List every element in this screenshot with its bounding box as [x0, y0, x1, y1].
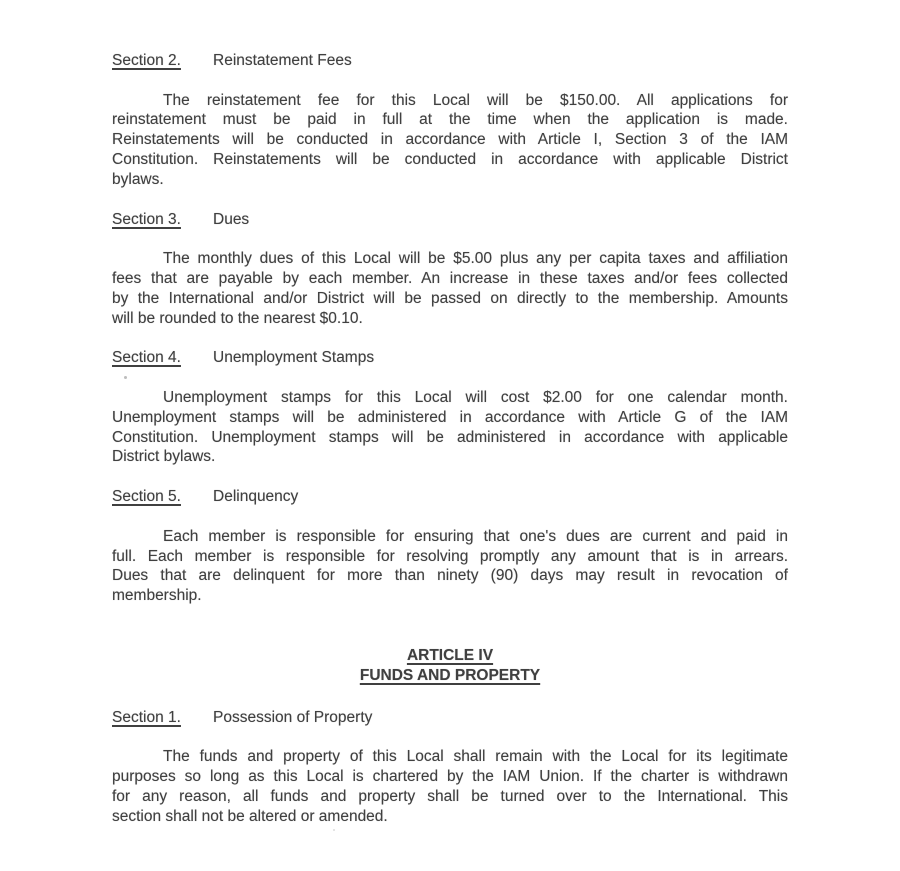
- section-5-title: Delinquency: [213, 488, 299, 506]
- section-number-cell: [112, 708, 213, 728]
- section-1-title: Possession of Property: [213, 708, 373, 726]
- section-1-paragraph: [112, 747, 788, 826]
- section-3-title: Dues: [213, 210, 250, 228]
- article-number-text: ARTICLE IV: [406, 646, 494, 664]
- paragraph-line: by the International and/or District will be passed on directly to the membership. Amounts: [112, 289, 788, 307]
- section-4-title: Unemployment Stamps: [213, 349, 375, 367]
- paragraph-line: will be rounded to the nearest $0.10.: [112, 309, 363, 327]
- paragraph-line: purposes so long as this Local is chartered by the IAM Union. If the charter is withdrawn: [112, 767, 788, 785]
- paragraph-line: for any reason, all funds and property shall be turned over to the International. This: [112, 787, 788, 805]
- paragraph-line: Reinstatements will be conducted in accordance with Article I, Section 3 of the IAM: [112, 131, 788, 149]
- paragraph-line: reinstatement must be paid in full at the time when the application is made.: [112, 111, 788, 129]
- paragraph-line: Constitution. Reinstatements will be conducted in accordance with applicable District: [112, 150, 788, 168]
- section-number-cell: [112, 51, 213, 71]
- paragraph-line: District bylaws.: [112, 448, 216, 466]
- section-5-heading: [112, 487, 788, 507]
- paragraph-line: The funds and property of this Local shall remain with the Local for its legitimate: [163, 748, 788, 766]
- paragraph-line: membership.: [112, 587, 202, 605]
- section-4-heading: [112, 348, 788, 368]
- section-3-heading: [112, 210, 788, 230]
- section-2-title: Reinstatement Fees: [213, 52, 352, 69]
- paragraph-line: fees that are payable by each member. An increase in these taxes and/or fees collected: [112, 269, 788, 287]
- section-5-number: Section 5.: [112, 488, 181, 506]
- section-2-number: Section 2.: [112, 52, 181, 69]
- paragraph-line: The monthly dues of this Local will be $5.00 plus any per capita taxes and affiliation: [163, 250, 788, 268]
- paragraph-line: Constitution. Unemployment stamps will be administered in accordance with applicable: [112, 428, 788, 446]
- section-2-heading: [112, 51, 788, 71]
- section-4-number: Section 4.: [112, 349, 181, 367]
- paragraph-line: Each member is responsible for ensuring that one's dues are current and paid in: [163, 527, 788, 545]
- paragraph-line: Dues that are delinquent for more than ninety (90) days may result in revocation of: [112, 567, 788, 585]
- paragraph-line: Unemployment stamps will be administered in accordance with Article G of the IAM: [112, 408, 788, 426]
- paragraph-line: full. Each member is responsible for resolving promptly any amount that is in arrears.: [112, 547, 788, 565]
- paragraph-line: bylaws.: [112, 170, 164, 188]
- section-2-paragraph: [112, 91, 788, 190]
- article-heading-line1: [112, 646, 788, 666]
- section-1-heading: [112, 708, 788, 728]
- article-heading-line2: [112, 666, 788, 686]
- scan-speck: [124, 376, 127, 379]
- article-title-text: FUNDS AND PROPERTY: [359, 666, 541, 684]
- paragraph-line: The reinstatement fee for this Local will be $150.00. All applications for: [163, 91, 788, 109]
- section-3-paragraph: [112, 249, 788, 328]
- article-heading: [112, 646, 788, 686]
- section-5-paragraph: [112, 527, 788, 606]
- paragraph-line: Unemployment stamps for this Local will cost $2.00 for one calendar month.: [163, 388, 788, 406]
- section-number-cell: [112, 348, 213, 368]
- section-3-number: Section 3.: [112, 210, 181, 228]
- section-number-cell: [112, 210, 213, 230]
- section-4-paragraph: [112, 388, 788, 467]
- section-number-cell: [112, 487, 213, 507]
- section-1-number: Section 1.: [112, 708, 181, 726]
- paragraph-line: section shall not be altered or amended.: [112, 807, 388, 825]
- scan-speck: [333, 829, 335, 831]
